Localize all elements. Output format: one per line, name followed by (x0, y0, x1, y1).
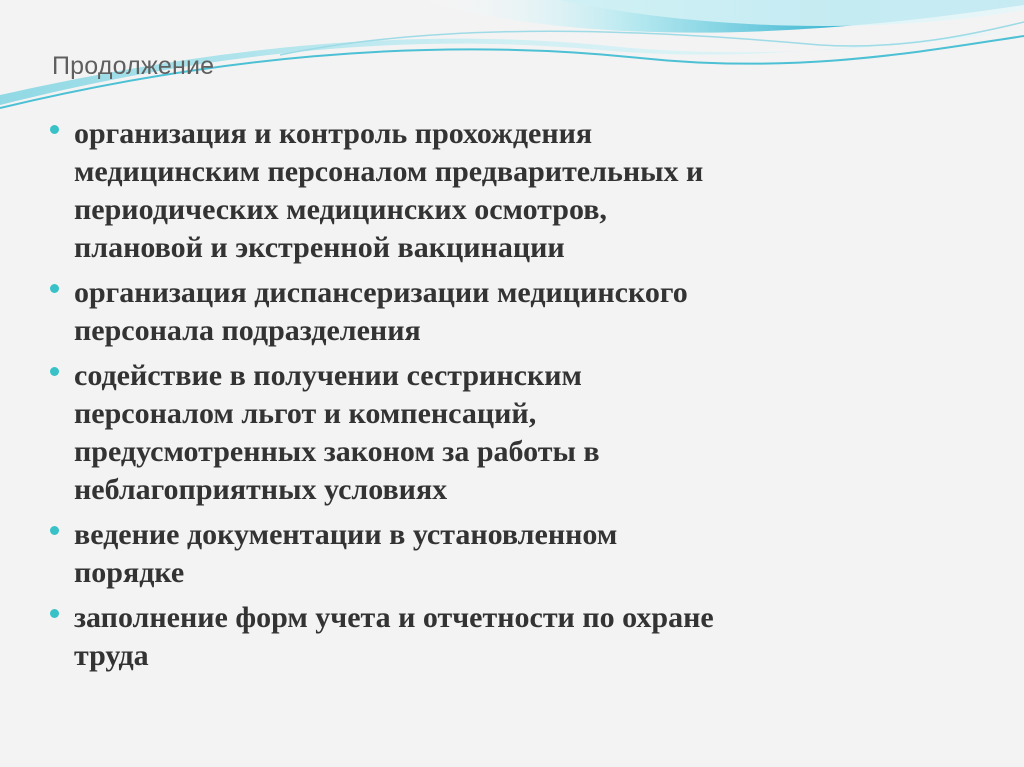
list-item-text: содействие в получении сестринским персоналом льгот и компенсаций, предусмотренных законом за работы в неблагоприятных условиях (74, 359, 600, 506)
round-bullet-icon (50, 526, 59, 535)
list-item-text: заполнение форм учета и отчетности по охране труда (74, 601, 714, 672)
list-item (48, 599, 988, 675)
round-bullet-icon (50, 367, 59, 376)
list-item (48, 115, 988, 267)
round-bullet-icon (50, 609, 59, 618)
list-item (48, 274, 988, 350)
round-bullet-icon (50, 284, 59, 293)
list-item-text: организация и контроль прохождения медицинским персоналом предварительных и периодических медицинских осмотров, плановой и экстренной вакцинации (74, 117, 704, 264)
round-bullet-icon (50, 125, 59, 134)
bullet-list (48, 115, 988, 682)
list-item (48, 516, 988, 592)
slide-title: Продолжение (52, 52, 215, 80)
list-item-text: организация диспансеризации медицинского персонала подразделения (74, 276, 688, 347)
list-item (48, 357, 988, 509)
list-item-text: ведение документации в установленном порядке (74, 518, 618, 589)
